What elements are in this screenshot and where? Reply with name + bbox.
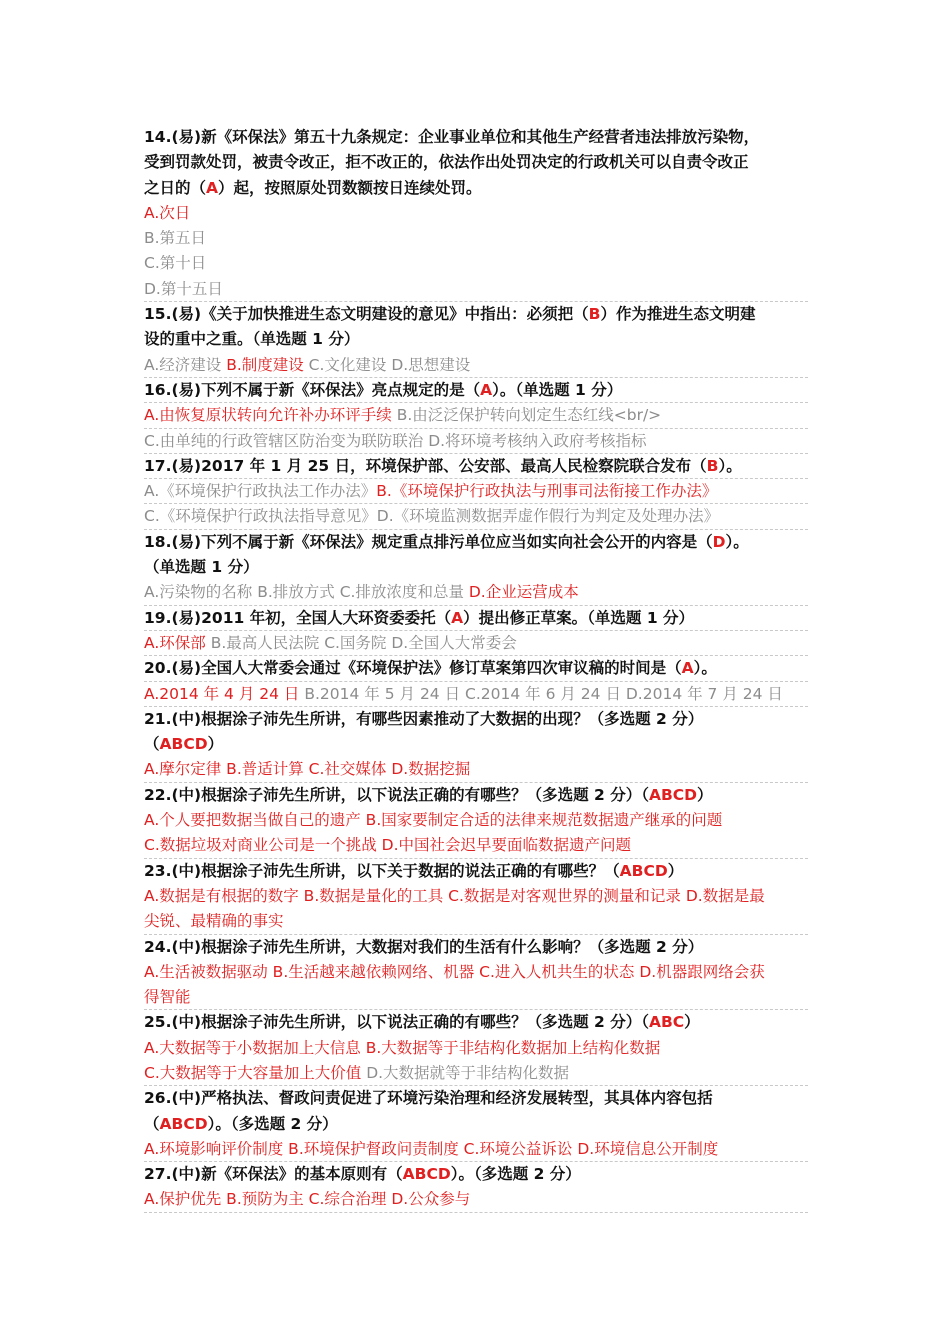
answer-key: D <box>712 532 726 551</box>
question-list <box>144 125 808 1213</box>
answer-key: ABCD <box>159 735 208 754</box>
option-a: A.次日 <box>144 203 191 222</box>
answer-key: ABCD <box>648 785 698 804</box>
question-21-answer: （ABCD） <box>144 735 224 754</box>
question-17-text: 17.(易)2017 年 1 月 25 日，环境保护部、公安部、最高人民检察院联合发布（B）。 <box>144 454 808 479</box>
question-22-options-cont: C.数据垃圾对商业公司是一个挑战 D.中国社会迟早要面临数据遗产问题 <box>144 833 808 858</box>
question-26-text: 26.(中)严格执法、督政问责促进了环境污染治理和经济发展转型，其具体内容包括 <box>144 1089 713 1108</box>
question-20-options: A.2014 年 4 月 24 日 B.2014 年 5 月 24 日 C.2014 年 6 月 24 日 D.2014 年 7 月 24 日 <box>144 682 808 707</box>
option-b: B.第五日 <box>144 229 207 248</box>
question-17-options-cont: C.《环境保护行政执法指导意见》D.《环境监测数据弄虚作假行为判定及处理办法》 <box>144 504 808 529</box>
question-19-options: A.环保部 B.最高人民法院 C.国务院 D.全国人大常委会 <box>144 631 808 656</box>
answer-key: ABCD <box>619 861 668 880</box>
question-24-options-cont: 得智能 <box>144 985 808 1010</box>
question-25-options: A.大数据等于小数据加上大信息 B.大数据等于非结构化数据加上结构化数据 <box>144 1038 661 1057</box>
question-23-text: 23.(中)根据涂子沛先生所讲，以下关于数据的说法正确的有哪些？（ABCD） <box>144 861 684 880</box>
question-20-text: 20.(易)全国人大常委会通过《环境保护法》修订草案第四次审议稿的时间是（A）。 <box>144 656 808 681</box>
answer-key: A <box>451 608 464 627</box>
question-27-options: A.保护优先 B.预防为主 C.综合治理 D.公众参与 <box>144 1187 808 1212</box>
question-26-text-cont: （ABCD）。（多选题 2 分） <box>144 1114 338 1133</box>
question-16-text: 16.(易)下列不属于新《环保法》亮点规定的是（A）。（单选题 1 分） <box>144 378 808 403</box>
question-23-options-cont: 尖锐、最精确的事实 <box>144 909 808 934</box>
option-d: D.第十五日 <box>144 277 808 302</box>
question-18-text: 18.(易)下列不属于新《环保法》规定重点排污单位应当如实向社会公开的内容是（D）。 <box>144 532 749 551</box>
answer-key: B <box>706 456 719 475</box>
question-14-text-cont: 受到罚款处罚，被责令改正，拒不改正的，依法作出处罚决定的行政机关可以自责令改正 <box>144 153 749 172</box>
answer-key: ABC <box>648 1013 685 1032</box>
question-24-options: A.生活被数据驱动 B.生活越来越依赖网络、机器 C.进入人机共生的状态 D.机器跟网络会获 <box>144 962 765 981</box>
question-16-options-cont: C.由单纯的行政管辖区防治变为联防联治 D.将环境考核纳入政府考核指标 <box>144 429 808 454</box>
question-21-options: A.摩尔定律 B.普适计算 C.社交媒体 D.数据挖掘 <box>144 757 808 782</box>
question-23-options: A.数据是有根据的数字 B.数据是量化的工具 C.数据是对客观世界的测量和记录 D.数据是最 <box>144 886 765 905</box>
question-22-options: A.个人要把数据当做自己的遗产 B.国家要制定合适的法律来规范数据遗产继承的问题 <box>144 811 723 830</box>
option-c: C.第十日 <box>144 254 207 273</box>
question-14-text: 14.(易)新《环保法》第五十九条规定：企业事业单位和其他生产经营者违法排放污染物， <box>144 128 760 146</box>
question-25-text: 25.(中)根据涂子沛先生所讲，以下说法正确的有哪些？（多选题 2 分）（ABC） <box>144 1013 700 1032</box>
question-14-text-end: 之日的（A）起，按照原处罚数额按日连续处罚。 <box>144 178 482 197</box>
answer-key: ABCD <box>402 1165 451 1184</box>
question-15-text-cont: 设的重中之重。（单选题 1 分） <box>144 330 360 349</box>
question-18-options: A.污染物的名称 B.排放方式 C.排放浓度和总量 D.企业运营成本 <box>144 580 808 605</box>
question-17-options: A.《环境保护行政执法工作办法》B.《环境保护行政执法与刑事司法衔接工作办法》 <box>144 479 808 504</box>
answer-key: B <box>588 305 601 324</box>
question-16-options: A.由恢复原状转向允许补办环评手续 B.由泛泛保护转向划定生态红线<br/> <box>144 403 808 428</box>
question-22-text: 22.(中)根据涂子沛先生所讲，以下说法正确的有哪些？（多选题 2 分）（ABCD） <box>144 785 713 804</box>
question-15-text: 15.(易)《关于加快推进生态文明建设的意见》中指出：必须把（B）作为推进生态文明建 <box>144 305 756 324</box>
question-27-text: 27.(中)新《环保法》的基本原则有（ABCD）。（多选题 2 分） <box>144 1165 581 1184</box>
answer-key: A <box>206 178 219 197</box>
question-25-options-cont: C.大数据等于大容量加上大价值 D.大数据就等于非结构化数据 <box>144 1061 808 1086</box>
question-18-text-cont: （单选题 1 分） <box>144 558 259 577</box>
question-26-options: A.环境影响评价制度 B.环境保护督政问责制度 C.环境公益诉讼 D.环境信息公开制度 <box>144 1137 808 1162</box>
answer-key: A <box>681 659 694 678</box>
answer-key: ABCD <box>159 1114 208 1133</box>
answer-key: A <box>480 380 493 399</box>
question-19-text: 19.(易)2011 年初，全国人大环资委委托（A）提出修正草案。（单选题 1 分） <box>144 606 808 631</box>
question-24-text: 24.(中)根据涂子沛先生所讲，大数据对我们的生活有什么影响？（多选题 2 分） <box>144 937 704 956</box>
question-21-text: 21.(中)根据涂子沛先生所讲，有哪些因素推动了大数据的出现？（多选题 2 分） <box>144 709 704 728</box>
question-15-options: A.经济建设 B.制度建设 C.文化建设 D.思想建设 <box>144 353 808 378</box>
